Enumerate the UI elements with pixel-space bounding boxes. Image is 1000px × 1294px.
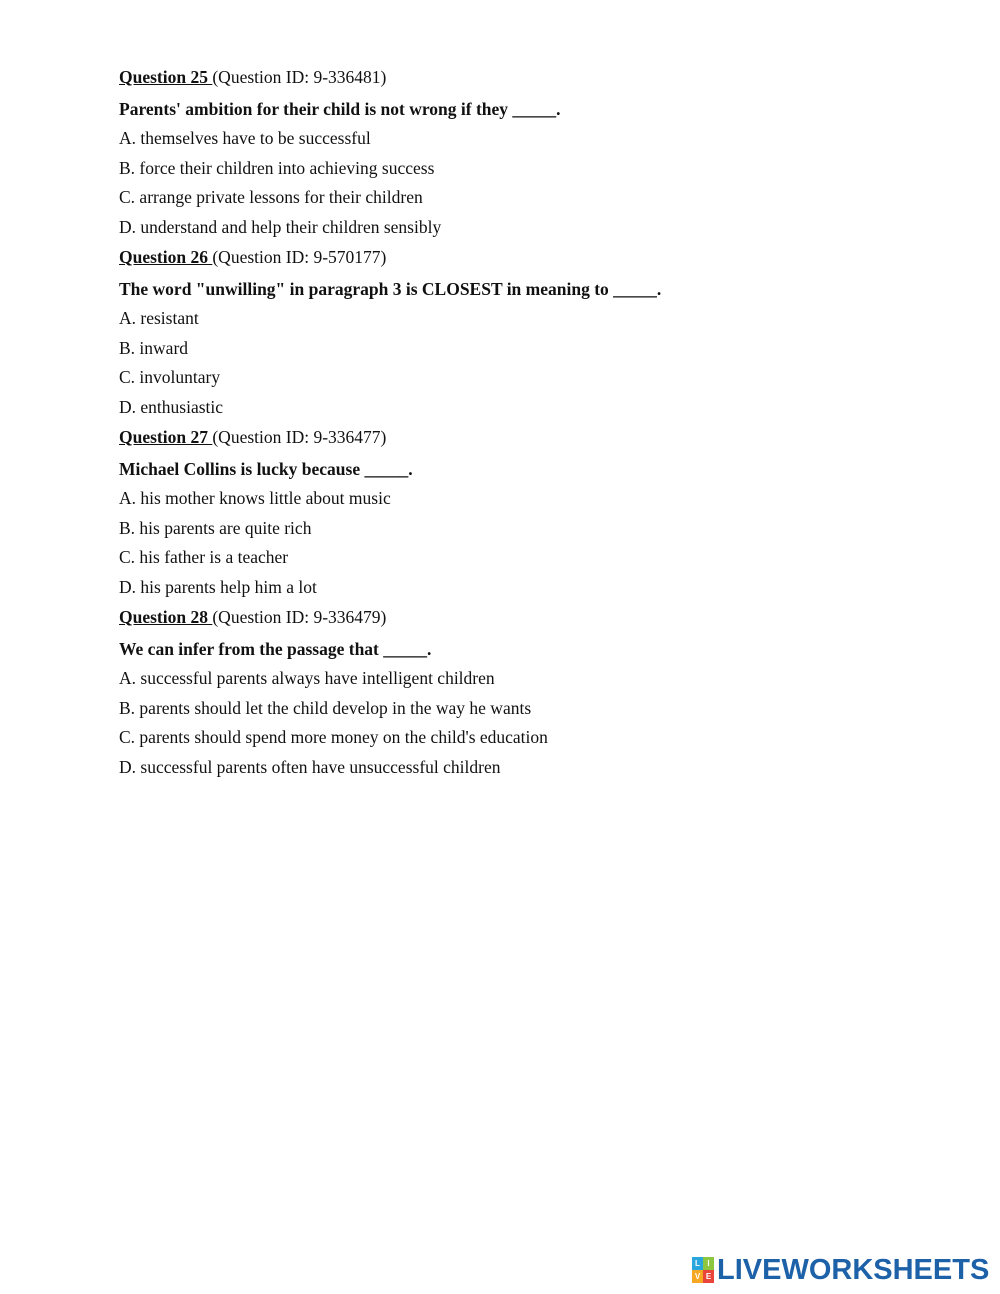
question-25-id: (Question ID: 9-336481) — [212, 67, 387, 87]
logo-mark-letter-v: V — [692, 1270, 703, 1283]
question-26-option-d[interactable]: D. enthusiastic — [119, 397, 224, 417]
question-26-label: Question 26 — [119, 247, 213, 267]
question-28-option-a[interactable]: A. successful parents always have intelligent children — [119, 668, 495, 688]
question-25-stem: Parents' ambition for their child is not wrong if they _____. — [119, 99, 561, 119]
logo-mark-letter-e: E — [703, 1270, 714, 1283]
question-27-id: (Question ID: 9-336477) — [212, 427, 387, 447]
question-25-option-b[interactable]: B. force their children into achieving success — [119, 158, 435, 178]
question-25-label: Question 25 — [119, 67, 213, 87]
question-26-option-b[interactable]: B. inward — [119, 338, 189, 358]
question-25-option-d[interactable]: D. understand and help their children sensibly — [119, 217, 442, 237]
question-26-heading — [119, 246, 386, 268]
question-27-option-c[interactable]: C. his father is a teacher — [119, 547, 289, 567]
logo-mark-icon — [692, 1257, 714, 1283]
question-28-label: Question 28 — [119, 607, 213, 627]
question-27-label: Question 27 — [119, 427, 213, 447]
question-25-option-a[interactable]: A. themselves have to be successful — [119, 128, 371, 148]
logo-wordmark: LIVEWORKSHEETS — [717, 1254, 990, 1286]
logo-mark-letter-l: L — [692, 1257, 703, 1270]
question-27-option-b[interactable]: B. his parents are quite rich — [119, 518, 312, 538]
question-28-id: (Question ID: 9-336479) — [212, 607, 387, 627]
liveworksheets-logo — [692, 1256, 989, 1284]
question-28-option-d[interactable]: D. successful parents often have unsuccessful children — [119, 757, 501, 777]
question-26-option-a[interactable]: A. resistant — [119, 308, 199, 328]
question-27-stem: Michael Collins is lucky because _____. — [119, 459, 413, 479]
question-28-heading — [119, 606, 386, 628]
question-26-option-c[interactable]: C. involuntary — [119, 367, 221, 387]
question-28-option-b[interactable]: B. parents should let the child develop in the way he wants — [119, 698, 532, 718]
logo-mark-letter-i: I — [703, 1257, 714, 1270]
question-27-option-d[interactable]: D. his parents help him a lot — [119, 577, 317, 597]
question-25-heading — [119, 66, 386, 88]
question-28-stem: We can infer from the passage that _____. — [119, 639, 432, 659]
question-26-stem: The word "unwilling" in paragraph 3 is CLOSEST in meaning to _____. — [119, 279, 662, 299]
question-26-id: (Question ID: 9-570177) — [212, 247, 387, 267]
question-27-heading — [119, 426, 386, 448]
question-25-option-c[interactable]: C. arrange private lessons for their children — [119, 187, 423, 207]
question-28-option-c[interactable]: C. parents should spend more money on the child's education — [119, 727, 548, 747]
question-27-option-a[interactable]: A. his mother knows little about music — [119, 488, 391, 508]
